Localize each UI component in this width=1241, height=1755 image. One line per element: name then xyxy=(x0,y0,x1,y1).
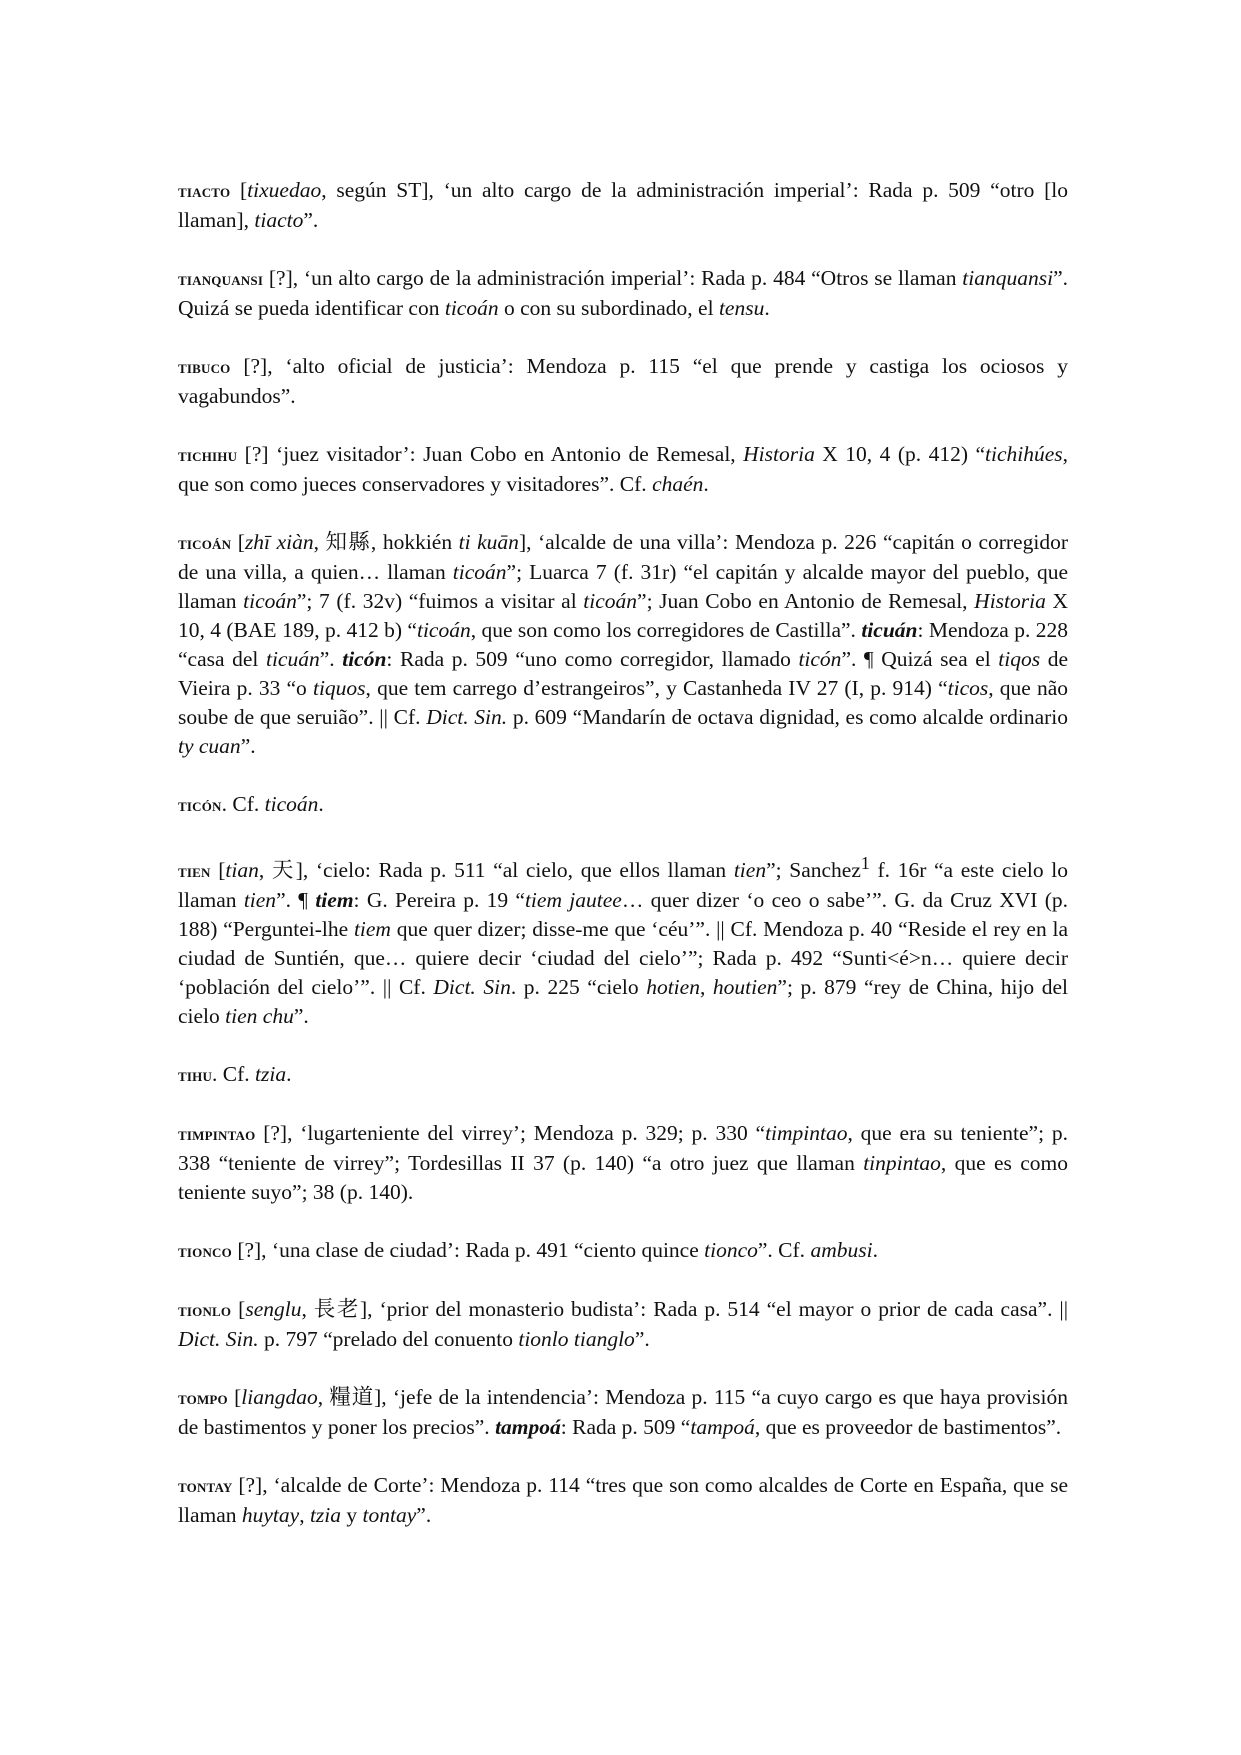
entry-tionco xyxy=(178,1236,1068,1266)
italic-term: tionco xyxy=(704,1238,758,1263)
entry-ticon xyxy=(178,790,1068,820)
entry-text: , 長老], ‘prior del monasterio budista’: Rada p. 514 “el mayor o prior de cada casa”. || xyxy=(301,1297,1069,1322)
italic-term: Historia xyxy=(974,589,1046,613)
headword: timpintao xyxy=(178,1124,256,1146)
italic-term: tiem xyxy=(353,917,391,942)
italic-term: tiqos xyxy=(998,647,1041,671)
italic-term: ticoán xyxy=(264,792,319,816)
variant-form: ticuán xyxy=(861,618,918,642)
entry-text: [?], ‘alcalde de Corte’: Mendoza p. 114 “tres que son como alcaldes de Corte en España, que se llaman xyxy=(178,1473,1068,1528)
italic-term: tien chu xyxy=(225,1004,294,1029)
variant-form: tampoá xyxy=(495,1415,561,1440)
headword: ticón xyxy=(178,795,222,816)
headword: tompo xyxy=(178,1388,228,1410)
headword: ticoán xyxy=(178,533,232,554)
entry-text: ], ‘alcalde de una villa’: Mendoza p. 226 “capitán o corregidor de una villa, a quien… llaman xyxy=(178,530,1068,584)
italic-term: tzia xyxy=(255,1062,287,1087)
headword: tichihu xyxy=(178,445,238,466)
entry-text: ”; Luarca 7 (f. 31r) “el capitán y alcalde mayor del pueblo, que llaman xyxy=(178,560,1068,613)
entry-text: , xyxy=(299,1503,310,1528)
entry-text: [?], ‘lugarteniente del virrey’; Mendoza p. 329; p. 330 “ xyxy=(255,1121,766,1146)
entry-tionlo xyxy=(178,1295,1068,1354)
entry-text: X 10, 4 (BAE 189, p. 412 b) “ xyxy=(178,589,1069,642)
italic-term: ty cuan xyxy=(178,734,241,758)
headword: tibuco xyxy=(178,357,231,378)
entry-text: que quer dizer; disse-me que ‘céu’”. || Cf. Mendoza p. 40 “Reside el rey en la ciudad de Suntién, que… quiere decir ‘ciudad del cielo’”; Rada p. 492 “Sunti<é>n… quiere decir ‘población del cielo’”. || Cf. xyxy=(178,917,1068,1000)
entry-text: , según ST], ‘un alto cargo de la administración imperial’: Rada p. 509 “otro [lo llaman], xyxy=(178,178,1068,232)
entry-text: ”; Juan Cobo en Antonio de Remesal, xyxy=(637,589,975,613)
italic-term: tien xyxy=(243,888,277,913)
italic-term: ticos xyxy=(947,676,989,700)
entry-text: ”. ¶ Quizá sea el xyxy=(841,647,999,671)
variant-form: ticón xyxy=(342,647,387,671)
entry-text: , 糧道], ‘jefe de la intendencia’: Mendoza p. 115 “a cuyo cargo es que haya provisión de bastimentos y poner los precios”. xyxy=(178,1385,1068,1440)
entry-text: ”. xyxy=(416,1503,432,1528)
italic-term: tionlo tianglo xyxy=(518,1327,635,1352)
italic-term: ticoán xyxy=(243,589,297,613)
entry-text: , que son como jueces conservadores y visitadores”. Cf. xyxy=(178,442,1069,496)
entry-text: ”. xyxy=(240,734,256,758)
entry-text: . xyxy=(872,1238,878,1263)
entry-text: , xyxy=(699,975,713,1000)
italic-term: tzia xyxy=(309,1503,342,1528)
headword: tihu xyxy=(178,1065,213,1087)
entry-text: : G. Pereira p. 19 “ xyxy=(353,888,525,913)
entry-text: [?], ‘una clase de ciudad’: Rada p. 491 “ciento quince xyxy=(231,1238,705,1263)
entry-text: ”. Cf. xyxy=(757,1238,811,1263)
entry-text: [ xyxy=(231,530,245,554)
entry-text: [ xyxy=(227,1385,242,1410)
italic-term: tixuedao xyxy=(247,178,322,202)
entry-ticoan xyxy=(178,528,1068,761)
entry-text: y xyxy=(341,1503,363,1528)
italic-term: Dict. Sin. xyxy=(178,1327,259,1352)
italic-term: houtien xyxy=(712,975,778,1000)
entry-text: : Rada p. 509 “uno como corregidor, llamado xyxy=(386,647,799,671)
italic-term: Dict. Sin. xyxy=(426,705,508,729)
italic-term: huytay xyxy=(241,1503,300,1528)
italic-term: ticoán xyxy=(452,560,507,584)
entry-text: [ xyxy=(210,858,226,883)
entry-text: , 天], ‘cielo: Rada p. 511 “al cielo, que ellos llaman xyxy=(258,858,734,883)
entry-text: , que era su teniente”; p. 338 “teniente de virrey”; Tordesillas II 37 (p. 140) “a otro juez que llaman xyxy=(178,1121,1068,1176)
italic-term: hotien xyxy=(646,975,700,1000)
variant-form: tiem xyxy=(315,888,354,913)
italic-term: tian xyxy=(225,858,259,883)
entry-text: . Cf. xyxy=(221,792,265,816)
entry-tibuco xyxy=(178,352,1068,411)
entry-text: p. 609 “Mandarín de octava dignidad, es como alcalde ordinario xyxy=(507,705,1068,729)
entry-tichihu xyxy=(178,440,1068,499)
entry-tontay xyxy=(178,1471,1068,1530)
italic-term: ticón xyxy=(798,647,842,671)
entry-text: de Vieira p. 33 “o xyxy=(178,647,1068,700)
entry-text: [ xyxy=(230,178,248,202)
italic-term: ti kuān xyxy=(458,530,519,554)
entry-text: [?] ‘juez visitador’: Juan Cobo en Antonio de Remesal, xyxy=(237,442,744,466)
entry-text: ”. xyxy=(303,208,319,232)
entry-text: X 10, 4 (p. 412) “ xyxy=(814,442,986,466)
italic-term: liangdao xyxy=(241,1385,318,1410)
entry-text: ”. xyxy=(293,1004,309,1029)
entry-text: p. 797 “prelado del conuento xyxy=(258,1327,519,1352)
entry-text: : Rada p. 509 “ xyxy=(560,1415,691,1440)
entry-text: … quer dizer ‘o ceo o sabe’”. G. da Cruz XVI (p. 188) “Perguntei-lhe xyxy=(178,888,1069,942)
entry-text: . xyxy=(764,296,770,320)
italic-term: tinpintao xyxy=(863,1151,941,1176)
entry-text: . p. 225 “cielo xyxy=(510,975,647,1000)
italic-term: ambusi xyxy=(810,1238,873,1263)
headword: tiacto xyxy=(178,181,231,202)
italic-term: tontay xyxy=(362,1503,417,1528)
entry-tihu xyxy=(178,1060,1068,1090)
italic-term: tien xyxy=(733,858,767,883)
italic-term: zhī xiàn xyxy=(244,530,314,554)
italic-term: ticoán xyxy=(444,296,499,320)
entry-text: ”; p. 879 “rey de China, hijo del cielo xyxy=(178,975,1069,1029)
italic-term: tiem jautee xyxy=(524,888,622,913)
italic-term: tampoá xyxy=(690,1415,755,1440)
italic-term: tiquos xyxy=(312,676,366,700)
entry-text: , que es proveedor de bastimentos”. xyxy=(754,1415,1062,1440)
italic-term: ticuán xyxy=(265,647,320,671)
italic-term: Dict. Sin xyxy=(433,975,511,1000)
entry-text: ”. xyxy=(319,647,343,671)
entry-text: ”. xyxy=(634,1327,650,1352)
entry-text: : Mendoza p. 228 “casa del xyxy=(178,618,1068,671)
entry-tianquansi xyxy=(178,264,1068,323)
headword: tien xyxy=(178,861,211,883)
entry-text: ”; 7 (f. 32v) “fuimos a visitar al xyxy=(296,589,584,613)
entry-text: , que tem carrego d’estrangeiros”, y Castanheda IV 27 (I, p. 914) “ xyxy=(365,676,948,700)
entry-text: [ xyxy=(231,1297,246,1322)
entry-text: , que son como los corregidores de Castilla”. xyxy=(470,618,862,642)
entry-text: [?], ‘un alto cargo de la administración imperial’: Rada p. 484 “Otros se llaman xyxy=(263,266,963,290)
entry-text: , que não soube de que seruião”. || Cf. xyxy=(178,676,1069,729)
italic-term: timpintao xyxy=(765,1121,848,1146)
entry-text: [?], ‘alto oficial de justicia’: Mendoza p. 115 “el que prende y castiga los ociosos y vagabundos”. xyxy=(178,354,1068,408)
italic-term: senglu xyxy=(245,1297,302,1322)
entry-text: . xyxy=(703,472,709,496)
italic-term: chaén xyxy=(652,472,704,496)
headword: tontay xyxy=(178,1476,233,1498)
entry-text: , que es como teniente suyo”; 38 (p. 140). xyxy=(178,1151,1069,1205)
entry-text: o con su subordinado, el xyxy=(498,296,719,320)
italic-term: tichihúes xyxy=(985,442,1063,466)
entry-tien xyxy=(178,849,1068,1031)
entry-text: . Cf. xyxy=(212,1062,256,1087)
entry-text: ”. ¶ xyxy=(276,888,316,913)
entry-text: ”; Sanchez xyxy=(766,858,861,883)
headword: tionlo xyxy=(178,1300,232,1322)
italic-term: ticoán xyxy=(583,589,638,613)
italic-term: Historia xyxy=(743,442,815,466)
headword: tianquansi xyxy=(178,269,264,290)
italic-term: tiacto xyxy=(254,208,304,232)
entry-text: , 知縣, hokkién xyxy=(313,530,459,554)
italic-term: ticoán xyxy=(416,618,471,642)
entry-tiacto xyxy=(178,176,1068,235)
dictionary-entries xyxy=(178,176,1068,1559)
entry-text: . xyxy=(286,1062,292,1087)
entry-timpintao xyxy=(178,1119,1068,1207)
italic-term: tensu xyxy=(718,296,765,320)
italic-term: tianquansi xyxy=(962,266,1054,290)
headword: tionco xyxy=(178,1241,232,1263)
entry-text: . xyxy=(318,792,324,816)
superscript: 1 xyxy=(860,853,870,873)
entry-text: f. 16r “a este cielo lo llaman xyxy=(178,858,1068,913)
entry-tompo xyxy=(178,1383,1068,1442)
entry-text: ”. Quizá se pueda identificar con xyxy=(178,266,1068,320)
